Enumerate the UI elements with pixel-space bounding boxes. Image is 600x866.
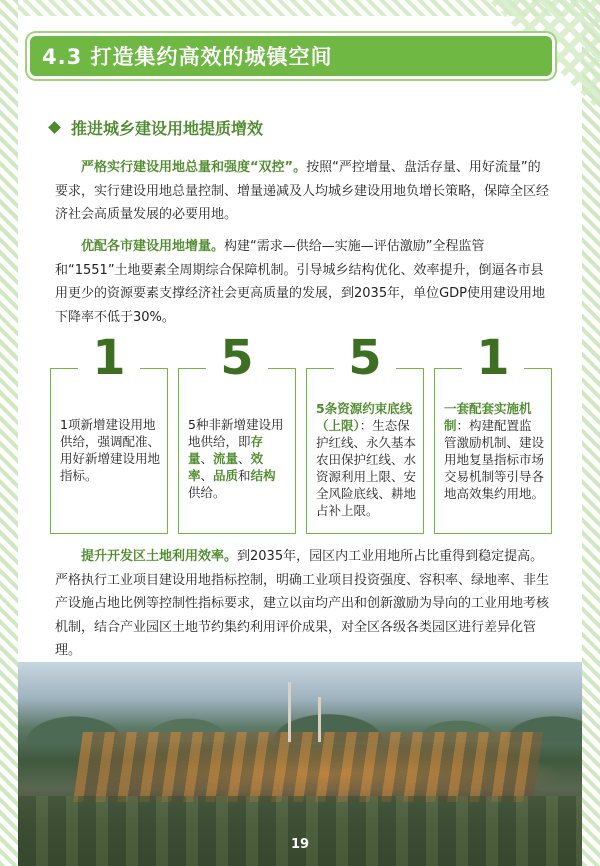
card-2-number: 5 [178, 330, 296, 386]
paragraph-1 [55, 156, 552, 227]
card-3-number: 5 [306, 330, 424, 386]
sub-heading [50, 116, 263, 139]
card-4-text: 一套配套实施机制：构建配置监管激励机制、建设用地复垦指标市场交易机制等引导各地高效集约用地。 [444, 401, 545, 501]
card-1 [50, 330, 168, 534]
paragraph-3-lead: 提升开发区土地利用效率。 [81, 549, 238, 564]
diamond-bullet-icon [48, 121, 61, 134]
policy-cards [50, 330, 552, 534]
page-number: 19 [290, 837, 310, 852]
foreground-fields [18, 796, 582, 866]
sub-heading-text: 推进城乡建设用地提质增效 [71, 119, 264, 138]
left-border-decoration [0, 0, 18, 866]
paragraph-3-body: 到2035年，园区内工业用地所占比重得到稳定提高。严格执行工业项目建设用地指标控制，明确工业项目投资强度、容积率、绿地率、非生产设施占地比例等控制性指标要求，建立以亩均产出和创新激励为导向的工业用地考核机制，结合产业园区土地节约集约利用评价成果，对全区各级各类园区进行差异化管理。 [55, 549, 550, 658]
paragraph-2 [55, 235, 552, 329]
section-title: 4.3 打造集约高效的城镇空间 [42, 45, 333, 69]
factory-lights [73, 732, 543, 802]
paragraph-2-lead: 优配各市建设用地增量。 [81, 239, 225, 254]
card-1-text: 1项新增建设用地供给，强调配准、用好新增建设用地指标。 [60, 417, 161, 483]
card-1-number: 1 [50, 330, 168, 386]
paragraph-2-body: 构建“需求—供给—实施—评估激励”全程监管和“1551”土地要素全周期综合保障机制。引导城乡结构优化、效率提升，倒逼各市县用更少的资源要素支撑经济社会更高质量的发展，到2035年，单位GDP使用建设用地下降率不低于30%。 [55, 239, 546, 325]
right-border-decoration [582, 0, 600, 866]
chimney [318, 697, 321, 742]
paragraph-3 [55, 545, 552, 663]
paragraph-1-lead: 严格实行建设用地总量和强度“双控”。 [81, 160, 307, 175]
industrial-park-night-photo [18, 662, 582, 866]
chimney [288, 682, 291, 742]
card-3-text: 5条资源约束底线（上限）：生态保护红线、永久基本农田保护红线、水资源利用上限、安全风险底线、耕地占补上限。 [316, 401, 417, 518]
section-title-bar [30, 36, 552, 76]
paragraph-1-body: 按照“严控增量、盘活存量、用好流量”的要求，实行建设用地总量控制、增量递减及人均城乡建设用地负增长策略，保障全区经济社会高质量发展的必要用地。 [55, 160, 550, 222]
card-4-number: 1 [434, 330, 552, 386]
card-4 [434, 330, 552, 534]
card-2 [178, 330, 296, 534]
card-2-text: 5种非新增建设用地供给，即存量、流量、效率、品质和结构供给。 [188, 417, 284, 500]
card-3 [306, 330, 424, 534]
